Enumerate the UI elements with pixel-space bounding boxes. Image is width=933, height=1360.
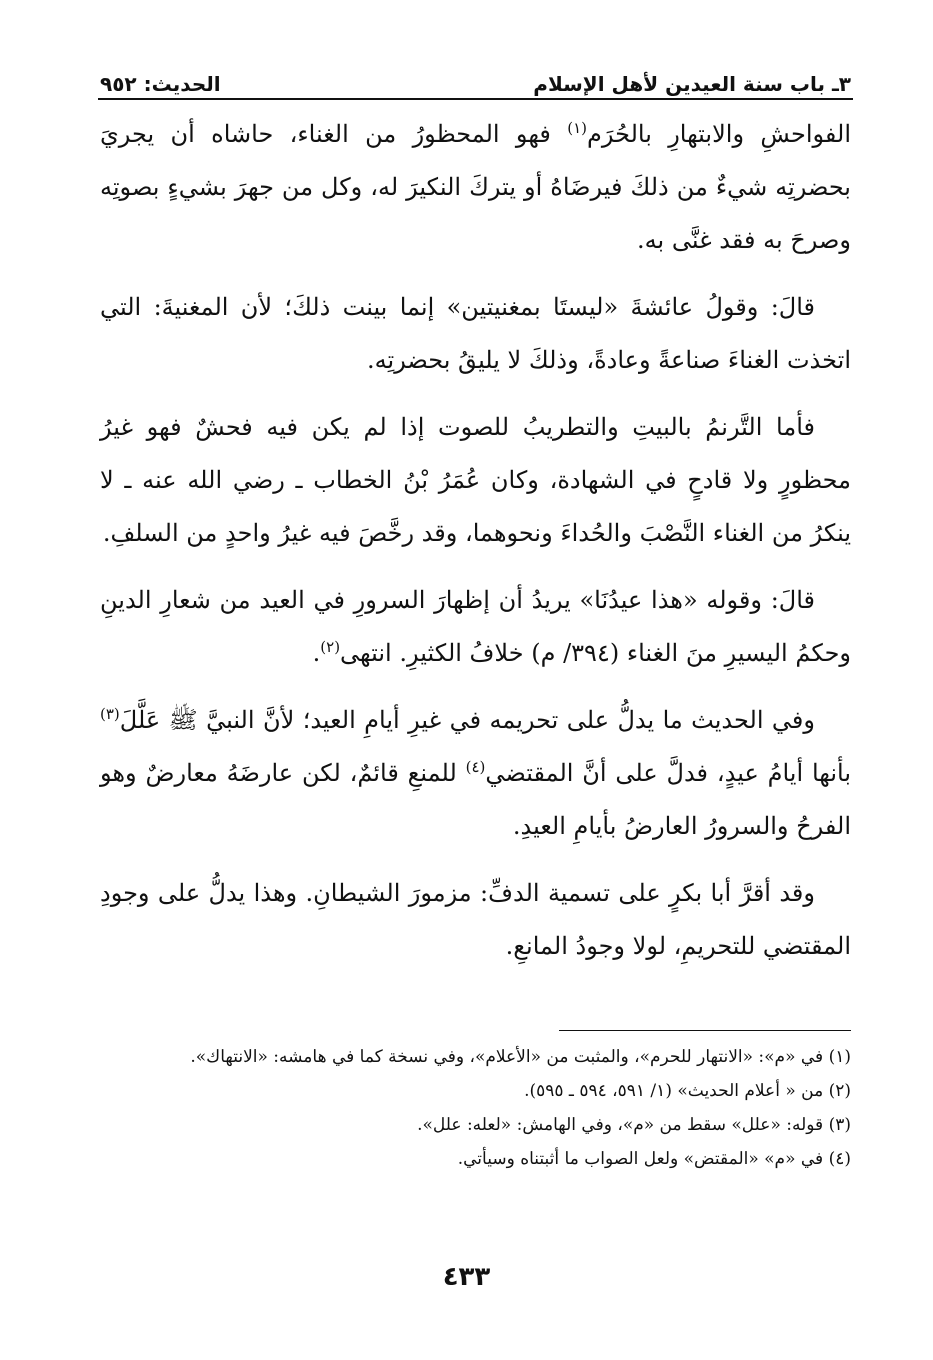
- footnote-ref: (٣): [100, 705, 120, 723]
- hadith-number: الحديث: ٩٥٢: [100, 72, 221, 96]
- chapter-title: ٣ـ باب سنة العيدين لأهل الإسلام: [533, 72, 851, 96]
- main-text: [100, 108, 851, 987]
- paragraph: فأما التَّرنمُ بالبيتِ والتطريبُ للصوت إذا لم يكن فيه فحشٌ فهو غيرُ محظورٍ ولا قادحٍ في الشهادة، وكان عُمَرُ بْنُ الخطاب ـ رضي الله عنه ـ لا ينكرُ من الغناء النَّصْبَ والحُداءَ ونحوهما، وقد رخَّصَ فيه غيرُ واحدٍ من السلفِ.: [100, 413, 851, 547]
- paragraph: قالَ: وقولُ عائشةَ «ليستَا بمغنيتين» إنما بينت ذلكَ؛ لأن المغنيةَ: التي اتخذت الغناءَ صناعةً وعادةً، وذلكَ لا يليقُ بحضرتِه.: [100, 293, 851, 374]
- footnote: (٣) قوله: «علل» سقط من «م»، وفي الهامش: «لعله: علل».: [417, 1115, 851, 1135]
- header-divider: [98, 98, 853, 100]
- paragraph: وقد أقرَّ أبا بكرٍ على تسمية الدفِّ: مزمورَ الشيطانِ. وهذا يدلُّ على وجودِ المقتضي للتحريمِ، لولا وجودُ المانعِ.: [100, 879, 851, 960]
- paragraph: وفي الحديث ما يدلُّ على تحريمه في غيرِ أيامِ العيد؛ لأنَّ النبيَّ ﷺ عَلَّلَ$^{(٣)}$ بأنها أيامُ عيدٍ، فدلَّ على أنَّ المقتضي$^{(٤)}$ للمنعِ قائمٌ، لكن عارضَهُ معارضٌ وهو الفرحُ والسرورُ العارضُ بأيامِ العيدِ.: [100, 705, 851, 840]
- footnote-ref: (٢): [320, 638, 341, 656]
- footnote-ref: (٤): [465, 758, 486, 776]
- page-number: ٤٣٣: [442, 1262, 491, 1292]
- footnotes: [100, 1040, 851, 1176]
- footnote: (٢) من « أعلام الحديث» (١/ ٥٩١، ٥٩٤ ـ ٥٩٥).: [524, 1081, 851, 1101]
- footnote-ref: (١): [567, 119, 587, 137]
- paragraph: قالَ: وقوله «هذا عيدُنَا» يريدُ أن إظهارَ السرورِ في العيد من شعارِ الدينِ وحكمُ اليسيرِ منَ الغناء (٣٩٤/ م) خلافُ الكثيرِ. انتهى$^{(٢)}$.: [100, 586, 851, 667]
- footnote: (٤) في «م» «المقتض» ولعل الصواب ما أثبتناه وسيأتي.: [457, 1149, 851, 1169]
- footnote: (١) في «م»: «الانتهار للحرم»، والمثبت من «الأعلام»، وفي نسخة كما في هامشه: «الانتهاك».: [190, 1047, 851, 1067]
- paragraph: الفواحشِ والابتهارِ بالحُرَم$^{(١)}$ فهو المحظورُ من الغناء، حاشاه أن يجريَ بحضرتِه شيءٌ من ذلكَ فيرضَاهُ أو يتركَ النكيرَ له، وكل من جهرَ بشيءٍ بصوتِه وصرحَ به فقد غنَّى به.: [100, 119, 852, 254]
- footnote-divider: [559, 1030, 851, 1031]
- running-header: [100, 56, 851, 96]
